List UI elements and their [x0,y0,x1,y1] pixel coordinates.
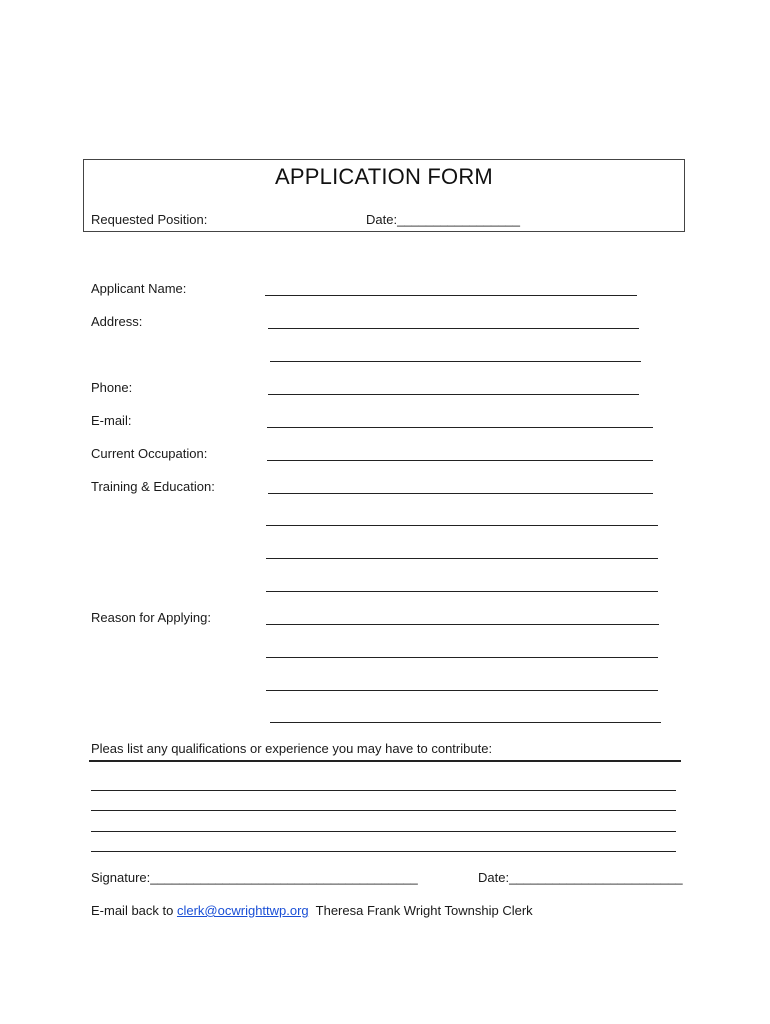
training-education-blank-2[interactable] [266,525,658,526]
address-blank-2[interactable] [270,361,641,362]
training-education-label: Training & Education: [91,479,215,494]
clerk-email-link[interactable]: clerk@ocwrighttwp.org [176,903,309,918]
training-education-blank-3[interactable] [266,558,658,559]
footer-suffix: Theresa Frank Wright Township Clerk [308,903,533,918]
applicant-name-label: Applicant Name: [91,281,187,296]
applicant-name-blank[interactable] [265,295,637,296]
qualifications-blank-4[interactable] [91,851,676,852]
current-occupation-blank[interactable] [267,460,653,461]
qualifications-blank-1[interactable] [91,790,676,791]
email-blank[interactable] [267,427,653,428]
signature-date-field[interactable]: Date:________________________ [478,870,683,885]
reason-blank-4[interactable] [270,722,661,723]
qualifications-label: Pleas list any qualifications or experience you may have to contribute: [91,741,493,756]
form-title: APPLICATION FORM [275,164,493,189]
current-occupation-label: Current Occupation: [91,446,208,461]
reason-blank-2[interactable] [266,657,658,658]
qualifications-blank-3[interactable] [91,831,676,832]
address-blank-1[interactable] [268,328,639,329]
phone-label: Phone: [91,380,133,395]
reason-blank-3[interactable] [266,690,658,691]
training-education-blank-4[interactable] [266,591,658,592]
phone-blank[interactable] [268,394,639,395]
header-date-field[interactable]: Date:_________________ [366,212,520,227]
reason-for-applying-label: Reason for Applying: [91,610,211,625]
qualifications-blank-2[interactable] [91,810,676,811]
training-education-blank-1[interactable] [268,493,653,494]
address-label: Address: [91,314,143,329]
signature-field[interactable]: Signature:_____________________________________ [91,870,418,885]
reason-blank-1[interactable] [266,624,659,625]
footer-contact [91,903,533,918]
qualifications-rule [89,760,681,762]
footer-prefix: E-mail back to [91,903,177,918]
form-header-box [83,159,685,232]
requested-position-label: Requested Position: [91,212,208,227]
email-label: E-mail: [91,413,132,428]
